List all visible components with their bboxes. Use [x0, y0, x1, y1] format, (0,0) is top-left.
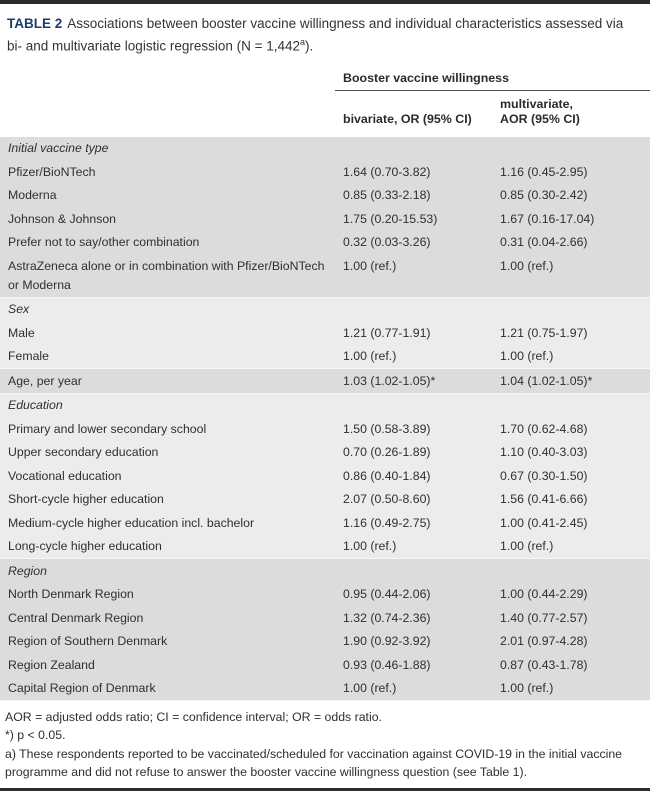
table-row — [0, 207, 650, 231]
table-row — [0, 345, 650, 369]
table-row — [0, 369, 650, 393]
table-header — [0, 71, 650, 137]
bivariate-value: 1.32 (0.74-2.36) — [343, 610, 431, 625]
bivariate-value: 0.93 (0.46-1.88) — [343, 657, 431, 672]
column-header-bivariate: bivariate, OR (95% CI) — [343, 112, 472, 126]
row-label: Region of Southern Denmark — [8, 634, 168, 648]
table-row — [0, 417, 650, 441]
section-header-row — [0, 394, 650, 418]
footnote-abbreviations: AOR = adjusted odds ratio; CI = confidence interval; OR = odds ratio. — [5, 710, 382, 724]
table-caption — [0, 4, 650, 56]
table-row — [0, 488, 650, 512]
table-caption-text: Associations between booster vaccine willingness and individual characteristics assessed via bi- and multivariate logistic regression (N = 1,442 — [7, 16, 624, 54]
bivariate-value: 1.00 (ref.) — [343, 258, 397, 273]
table-section — [0, 394, 650, 560]
multivariate-value: 1.10 (0.40-3.03) — [500, 445, 588, 459]
bivariate-value: 0.95 (0.44-2.06) — [343, 587, 431, 601]
bivariate-value: 1.21 (0.77-1.91) — [343, 325, 431, 340]
column-group-rule — [335, 71, 650, 91]
multivariate-value: 1.56 (0.41-6.66) — [500, 492, 588, 506]
table-row — [0, 630, 650, 654]
table-section — [0, 298, 650, 370]
bivariate-value: 1.50 (0.58-3.89) — [343, 421, 431, 436]
bivariate-value: 1.64 (0.70-3.82) — [343, 164, 431, 179]
bivariate-value: 1.16 (0.49-2.75) — [343, 515, 431, 530]
section-header-label: Education — [8, 398, 63, 412]
multivariate-value: 1.04 (1.02-1.05)* — [500, 373, 593, 388]
column-header-multivariate-line2: AOR (95% CI) — [500, 112, 580, 126]
bivariate-value: 1.90 (0.92-3.92) — [343, 634, 431, 648]
bivariate-value: 0.86 (0.40-1.84) — [343, 468, 431, 483]
section-header-label: Initial vaccine type — [8, 141, 109, 155]
bivariate-value: 0.85 (0.33-2.18) — [343, 188, 431, 202]
section-header-row — [0, 298, 650, 322]
multivariate-value: 1.00 (ref.) — [500, 349, 554, 363]
multivariate-value: 1.00 (0.41-2.45) — [500, 515, 588, 530]
bivariate-value: 1.75 (0.20-15.53) — [343, 211, 438, 226]
row-label: Prefer not to say/other combination — [8, 235, 200, 249]
footnotes — [0, 701, 650, 781]
section-header-row — [0, 137, 650, 161]
multivariate-value: 1.40 (0.77-2.57) — [500, 610, 588, 625]
row-label: Male — [8, 325, 35, 340]
table-row — [0, 441, 650, 465]
row-label: Vocational education — [8, 468, 122, 483]
row-label: Primary and lower secondary school — [8, 421, 207, 436]
table-section — [0, 369, 650, 394]
table-caption-label: TABLE 2 — [7, 16, 63, 31]
row-label: Female — [8, 349, 50, 363]
multivariate-value: 0.85 (0.30-2.42) — [500, 188, 588, 202]
table-row — [0, 677, 650, 701]
table-row — [0, 583, 650, 607]
multivariate-value: 0.87 (0.43-1.78) — [500, 657, 588, 672]
table-row — [0, 464, 650, 488]
table-row — [0, 653, 650, 677]
footnote-significance: *) p < 0.05. — [5, 728, 66, 743]
column-header-spacer — [0, 123, 343, 128]
row-label: Long-cycle higher education — [8, 539, 162, 553]
table-row — [0, 254, 650, 297]
multivariate-value: 1.21 (0.75-1.97) — [500, 325, 588, 340]
row-label: North Denmark Region — [8, 587, 134, 601]
column-header-multivariate — [500, 97, 650, 128]
row-label: Johnson & Johnson — [8, 211, 117, 226]
section-header-label: Region — [8, 563, 47, 578]
row-label: Medium-cycle higher education incl. bachelor — [8, 515, 255, 530]
table-row — [0, 606, 650, 630]
table-body — [0, 137, 650, 702]
row-label: AstraZeneca alone or in combination with Pfizer/BioNTech or Moderna — [8, 258, 325, 292]
row-label: Capital Region of Denmark — [8, 681, 156, 695]
table-section — [0, 559, 650, 701]
table-row — [0, 511, 650, 535]
multivariate-value: 1.00 (ref.) — [500, 681, 554, 695]
multivariate-value: 2.01 (0.97-4.28) — [500, 634, 588, 648]
section-header-label: Sex — [8, 302, 30, 316]
section-header-row — [0, 559, 650, 583]
column-header-multivariate-line1: multivariate, — [500, 96, 573, 111]
row-label: Pfizer/BioNTech — [8, 164, 96, 179]
table-row — [0, 160, 650, 184]
multivariate-value: 1.16 (0.45-2.95) — [500, 164, 588, 179]
table-caption-close: ). — [305, 38, 314, 54]
bivariate-value: 1.03 (1.02-1.05)* — [343, 373, 436, 388]
multivariate-value: 1.70 (0.62-4.68) — [500, 421, 588, 436]
table-caption-superscript: a — [300, 37, 306, 47]
table-row — [0, 321, 650, 345]
column-group-header: Booster vaccine willingness — [343, 70, 509, 85]
bivariate-value: 1.00 (ref.) — [343, 349, 397, 363]
row-label: Upper secondary education — [8, 445, 159, 459]
column-headers-row — [0, 91, 650, 137]
bivariate-value: 0.70 (0.26-1.89) — [343, 445, 431, 459]
multivariate-value: 0.31 (0.04-2.66) — [500, 235, 588, 249]
multivariate-value: 1.00 (ref.) — [500, 539, 554, 553]
row-label: Moderna — [8, 188, 57, 202]
table-section — [0, 137, 650, 298]
table-row — [0, 184, 650, 208]
row-label: Region Zealand — [8, 657, 95, 672]
table-row — [0, 231, 650, 255]
bivariate-value: 2.07 (0.50-8.60) — [343, 492, 431, 506]
footnote-sample: a) These respondents reported to be vaccinated/scheduled for vaccination against COVID-19 in the initial vaccine programme and did not refuse to answer the booster vaccine willingness question (see Table 1). — [5, 746, 623, 779]
row-label: Central Denmark Region — [8, 610, 144, 625]
row-label: Short-cycle higher education — [8, 492, 164, 506]
bivariate-value: 0.32 (0.03-3.26) — [343, 235, 431, 249]
row-label: Age, per year — [8, 373, 82, 388]
multivariate-value: 1.67 (0.16-17.04) — [500, 211, 595, 226]
table-row — [0, 535, 650, 559]
multivariate-value: 1.00 (0.44-2.29) — [500, 587, 588, 601]
bivariate-value: 1.00 (ref.) — [343, 681, 397, 695]
multivariate-value: 1.00 (ref.) — [500, 258, 554, 273]
bivariate-value: 1.00 (ref.) — [343, 539, 397, 553]
multivariate-value: 0.67 (0.30-1.50) — [500, 468, 588, 483]
